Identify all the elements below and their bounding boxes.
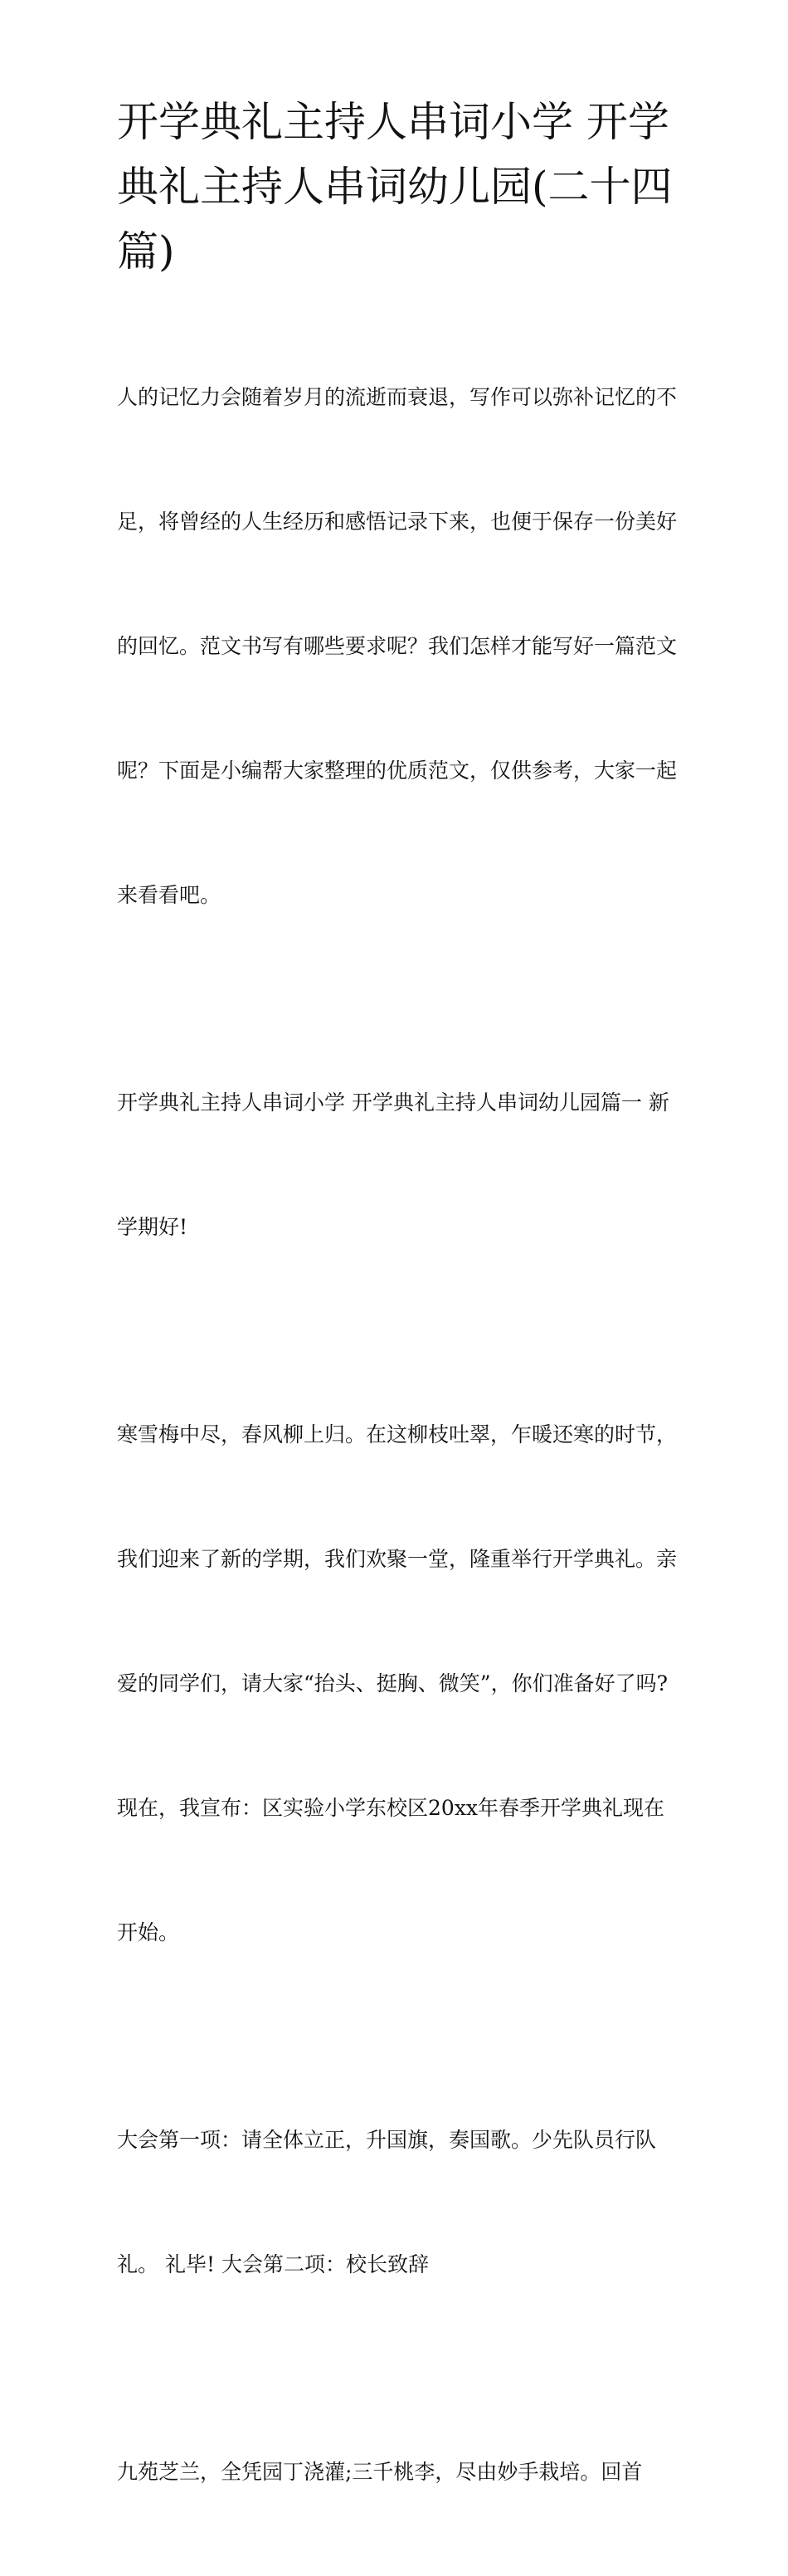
text-line: 开学典礼主持人串词小学 开学典礼主持人串词幼儿园篇一 新 (117, 1090, 669, 1115)
text-line: 呢？下面是小编帮大家整理的优质范文，仅供参考，大家一起 (117, 759, 678, 783)
text-line: 开始。 (117, 1920, 180, 1944)
title-line: 典礼主持人串词幼儿园(二十四 (117, 163, 673, 211)
text-line: 爱的同学们，请大家“抬头、挺胸、微笑”，你们准备好了吗? (117, 1671, 668, 1695)
text-line: 我们迎来了新的学期，我们欢聚一堂，隆重举行开学典礼。亲 (117, 1547, 678, 1571)
document-page (117, 90, 681, 2576)
text-line: 礼。 礼毕! 大会第二项：校长致辞 (117, 2252, 429, 2276)
text-line: 现在，我宣布：区实验小学东校区20xx年春季开学典礼现在 (117, 1796, 665, 1820)
intro-paragraph (117, 294, 681, 999)
text-line: 学期好! (117, 1215, 188, 1239)
title-line: 篇) (117, 227, 175, 276)
text-line: 寒雪梅中尽，春风柳上归。在这柳枝吐翠，乍暖还寒的时节， (117, 1422, 678, 1447)
agenda-paragraph (117, 2037, 681, 2369)
closing-paragraph (117, 2369, 681, 2576)
title-line: 开学典礼主持人串词小学 开学 (117, 98, 669, 146)
text-line: 足，将曾经的人生经历和感悟记录下来，也便于保存一份美好 (117, 510, 678, 534)
text-line: 的回忆。范文书写有哪些要求呢？我们怎样才能写好一篇范文 (117, 634, 678, 658)
text-line: 九苑芝兰，全凭园丁浇灌;三千桃李，尽由妙手栽培。回首 (117, 2460, 643, 2484)
text-line: 来看看吧。 (117, 883, 221, 907)
document-body (117, 294, 681, 2576)
section-heading-paragraph (117, 999, 681, 1331)
text-line: 大会第一项：请全体立正，升国旗，奏国歌。少先队员行队 (117, 2128, 657, 2152)
text-line: 人的记忆力会随着岁月的流逝而衰退，写作可以弥补记忆的不 (117, 385, 678, 409)
document-title (117, 90, 681, 284)
opening-paragraph (117, 1331, 681, 2037)
